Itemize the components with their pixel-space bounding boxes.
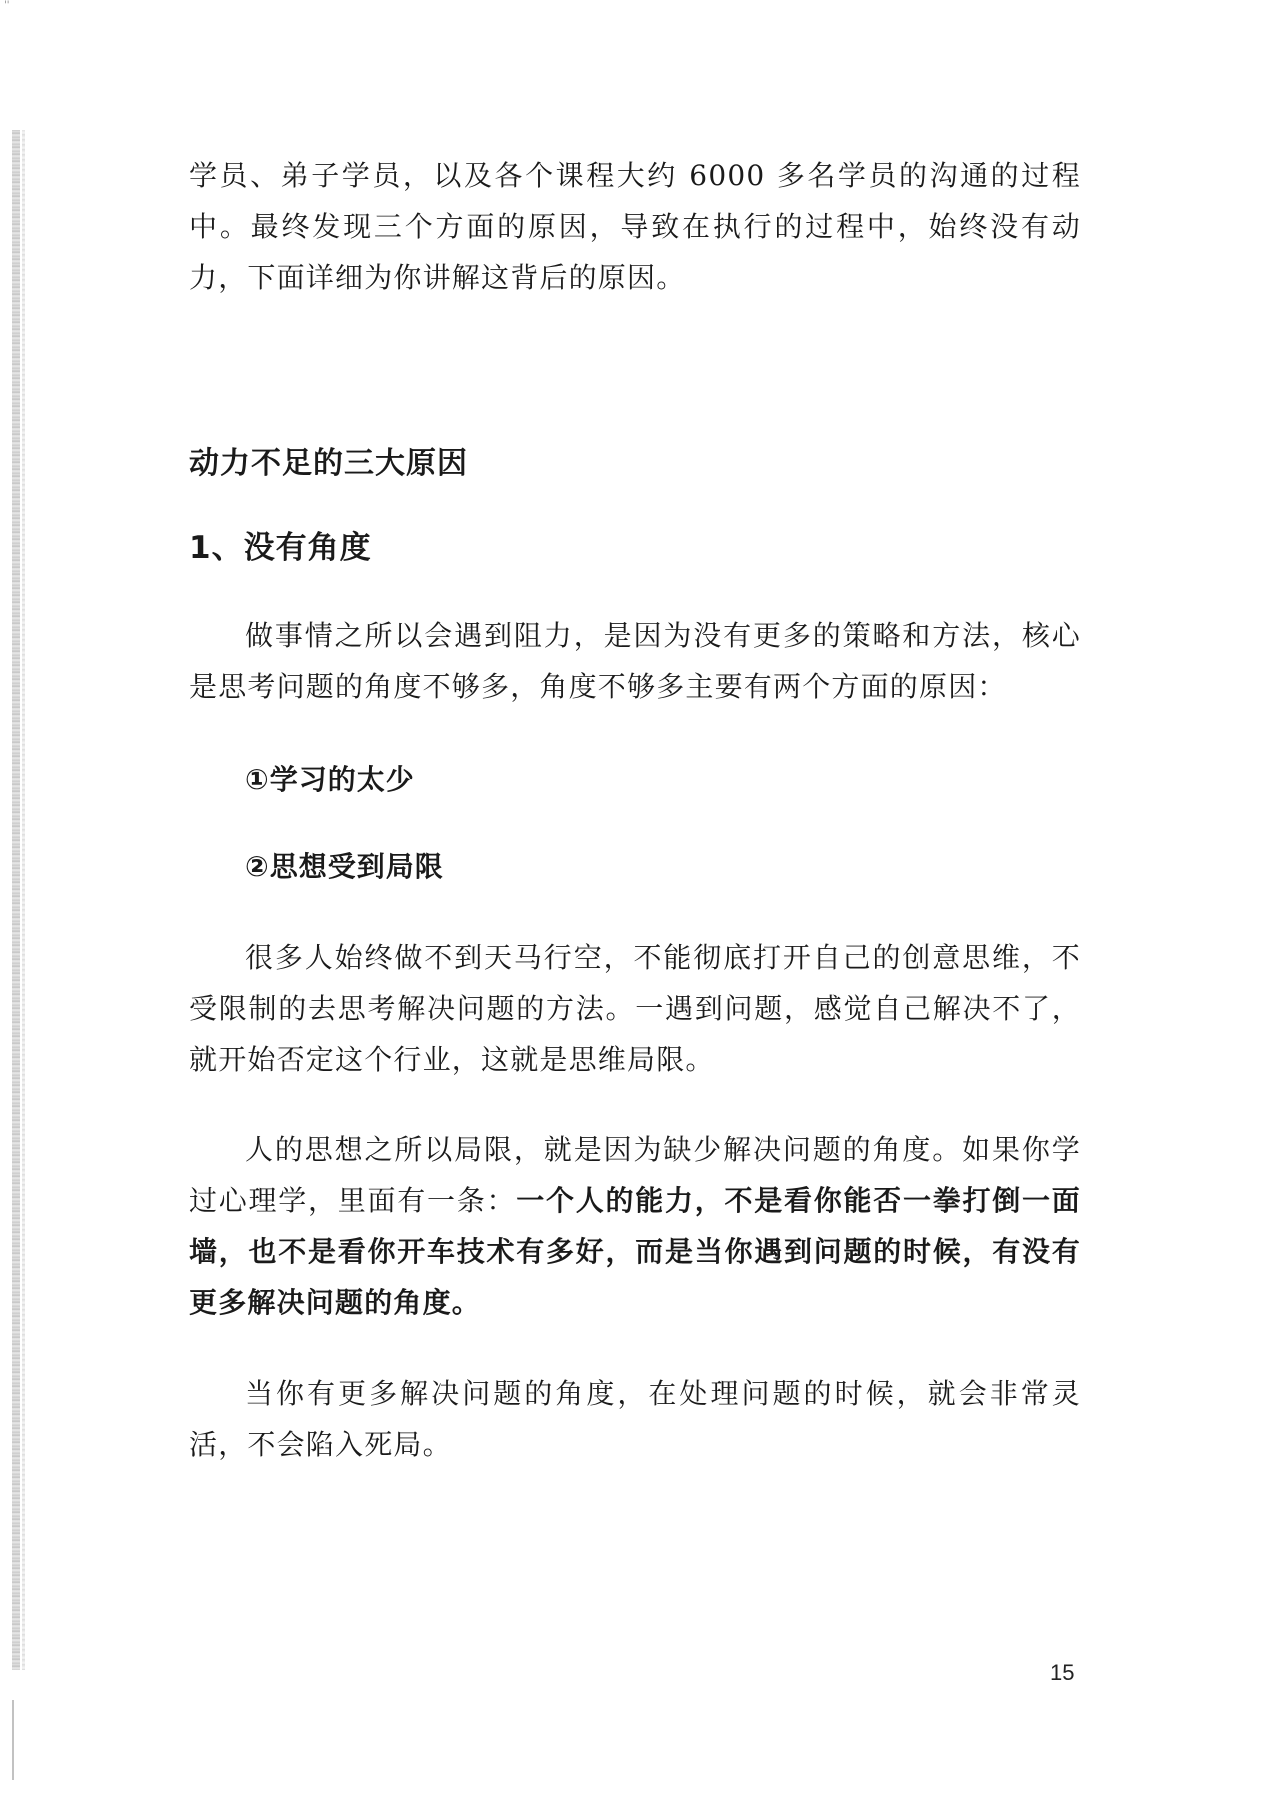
list-item-1: ①学习的太少 bbox=[245, 763, 415, 796]
paragraph-4: 当你有更多解决问题的角度，在处理问题的时候，就会非常灵活，不会陷入死局。 bbox=[189, 1377, 1081, 1461]
list-item-2: ②思想受到局限 bbox=[245, 850, 444, 883]
scan-binding-edge-inner bbox=[22, 130, 25, 1670]
page-number: 15 bbox=[1050, 1660, 1075, 1685]
subsection-title: 1、没有角度 bbox=[189, 530, 372, 566]
paragraph-3-plain: 人的思想之所以局限，就是因为缺少解决问题的角度。如果你学过心理学，里面有一条： bbox=[189, 1133, 1081, 1217]
scan-binding-edge bbox=[12, 130, 20, 1670]
scan-corner-mark: '' bbox=[4, 0, 10, 11]
intro-paragraph: 学员、弟子学员，以及各个课程大约 6000 多名学员的沟通的过程中。最终发现三个方面的原因，导致在执行的过程中，始终没有动力，下面详细为你讲解这背后的原因。 bbox=[189, 159, 1081, 294]
scan-binding-edge-bottom bbox=[12, 1700, 24, 1780]
paragraph-2: 很多人始终做不到天马行空，不能彻底打开自己的创意思维，不受限制的去思考解决问题的方法。一遇到问题，感觉自己解决不了，就开始否定这个行业，这就是思维局限。 bbox=[189, 941, 1081, 1076]
paragraph-3-bold: 一个人的能力，不是看你能否一拳打倒一面墙，也不是看你开车技术有多好，而是当你遇到问题的时候，有没有更多解决问题的角度。 bbox=[189, 1184, 1081, 1319]
section-title: 动力不足的三大原因 bbox=[189, 446, 468, 481]
paragraph-3 bbox=[189, 1124, 1081, 1328]
paragraph-1: 做事情之所以会遇到阻力，是因为没有更多的策略和方法，核心是思考问题的角度不够多，角度不够多主要有两个方面的原因： bbox=[189, 619, 1081, 703]
